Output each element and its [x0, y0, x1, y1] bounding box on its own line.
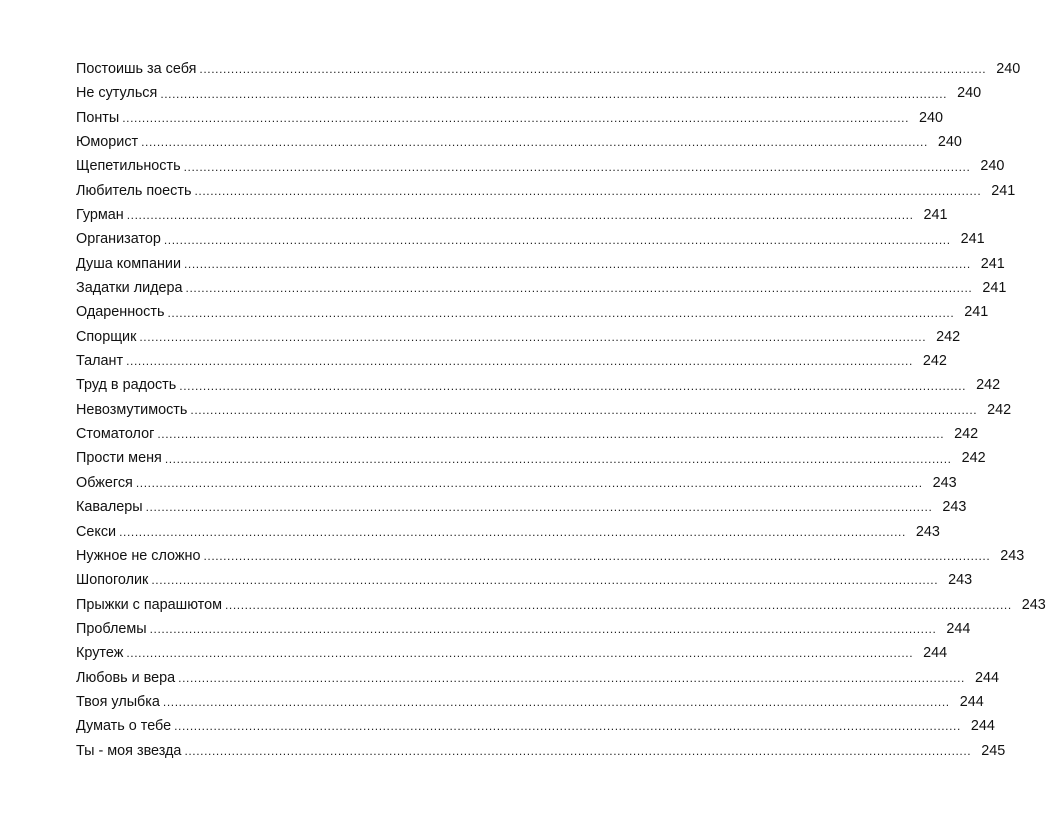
- toc-entry: [76, 495, 967, 519]
- toc-entry: [76, 179, 1016, 203]
- dot-leader: ........................................................................................................................................................................................................: [151, 573, 939, 588]
- toc-entry-page: 240: [937, 134, 962, 150]
- toc-entry-title: Секси: [76, 523, 117, 540]
- toc-entry-page: 243: [1021, 596, 1046, 613]
- toc-entry-page: 243: [948, 572, 973, 589]
- dot-leader: ........................................................................................................................................................................................................: [185, 281, 973, 296]
- toc-entry: [76, 714, 995, 738]
- toc-entry-title: Любовь и вера: [76, 669, 176, 686]
- toc-entry-page: 241: [980, 255, 1005, 272]
- toc-entry-page: 241: [982, 280, 1007, 297]
- toc-entry-title: Кавалеры: [76, 499, 143, 516]
- dot-leader: ........................................................................................................................................................................................................: [126, 354, 913, 369]
- toc-entry: [76, 739, 1006, 763]
- toc-entry-page: 241: [960, 231, 985, 248]
- toc-entry-title: Гурман: [76, 207, 124, 224]
- toc-entry-title: Думать о тебе: [76, 718, 172, 735]
- dot-leader: ........................................................................................................................................................................................................: [149, 622, 937, 637]
- toc-entry: [76, 203, 948, 227]
- dot-leader: ........................................................................................................................................................................................................: [126, 208, 914, 223]
- toc-entry-page: 244: [959, 693, 984, 710]
- toc-entry-title: Организатор: [76, 231, 161, 248]
- toc-entry-title: Стоматолог: [76, 426, 155, 443]
- toc-entry: [76, 422, 979, 446]
- dot-leader: ........................................................................................................................................................................................................: [164, 451, 952, 466]
- dot-leader: ........................................................................................................................................................................................................: [183, 159, 971, 174]
- toc-entry: [76, 252, 1005, 276]
- dot-leader: ........................................................................................................................................................................................................: [183, 256, 971, 271]
- toc-entry-title: Ты - моя звезда: [76, 742, 182, 759]
- toc-entry-title: Не сутулься: [76, 85, 158, 102]
- dot-leader: ........................................................................................................................................................................................................: [135, 476, 923, 491]
- toc-entry-title: Постоишь за себя: [76, 60, 197, 77]
- toc-entry-title: Прыжки с парашютом: [76, 596, 222, 613]
- toc-entry-title: Спорщик: [76, 328, 137, 345]
- toc-entry-title: Невозмутимость: [76, 401, 188, 418]
- toc-entry-page: 241: [964, 304, 989, 321]
- toc-entry: [76, 447, 986, 471]
- table-of-contents: [76, 57, 1046, 763]
- toc-entry-title: Душа компании: [76, 255, 181, 272]
- toc-entry-page: 243: [1000, 547, 1025, 564]
- dot-leader: ........................................................................................................................................................................................................: [160, 86, 948, 101]
- toc-entry-page: 240: [919, 109, 944, 126]
- dot-leader: ........................................................................................................................................................................................................: [141, 135, 928, 150]
- toc-entry: [76, 227, 985, 251]
- toc-entry: [76, 617, 971, 641]
- toc-entry: [76, 57, 1021, 81]
- toc-entry-title: Крутеж: [76, 645, 124, 662]
- toc-entry: [76, 373, 1001, 397]
- toc-entry-title: Щепетильность: [76, 158, 181, 175]
- toc-entry: [76, 471, 957, 495]
- dot-leader: ........................................................................................................................................................................................................: [157, 427, 945, 442]
- dot-leader: ........................................................................................................................................................................................................: [119, 524, 906, 539]
- toc-entry-title: Талант: [76, 353, 124, 370]
- toc-entry: [76, 349, 947, 373]
- toc-entry-page: 242: [922, 353, 947, 370]
- toc-entry: [76, 81, 982, 105]
- toc-entry-page: 241: [923, 207, 948, 224]
- toc-entry-title: Нужное не сложно: [76, 547, 201, 564]
- toc-entry: [76, 276, 1007, 300]
- toc-entry: [76, 544, 1025, 568]
- toc-entry: [76, 398, 1012, 422]
- dot-leader: ........................................................................................................................................................................................................: [184, 743, 972, 758]
- toc-entry: [76, 130, 962, 154]
- toc-entry-page: 244: [970, 718, 995, 735]
- toc-entry: [76, 154, 1005, 178]
- dot-leader: ........................................................................................................................................................................................................: [126, 646, 914, 661]
- toc-entry-page: 240: [980, 158, 1005, 175]
- dot-leader: ........................................................................................................................................................................................................: [178, 670, 965, 685]
- toc-entry-title: Задатки лидера: [76, 280, 183, 297]
- toc-entry-title: Юморист: [76, 134, 139, 150]
- toc-entry-title: Одаренность: [76, 304, 165, 321]
- toc-entry-title: Прости меня: [76, 450, 162, 467]
- dot-leader: ........................................................................................................................................................................................................: [139, 329, 927, 344]
- toc-entry-page: 242: [961, 450, 986, 467]
- dot-leader: ........................................................................................................................................................................................................: [194, 183, 982, 198]
- toc-entry: [76, 666, 999, 690]
- dot-leader: ........................................................................................................................................................................................................: [199, 62, 987, 77]
- toc-entry: [76, 593, 1046, 617]
- toc-entry: [76, 641, 948, 665]
- toc-entry-title: Обжегся: [76, 474, 133, 491]
- toc-entry-page: 242: [954, 426, 979, 443]
- toc-entry-page: 242: [987, 401, 1012, 418]
- toc-entry-page: 244: [974, 669, 999, 686]
- toc-entry-title: Труд в радость: [76, 377, 177, 394]
- toc-entry-title: Шопоголик: [76, 572, 149, 589]
- dot-leader: ........................................................................................................................................................................................................: [225, 597, 1012, 612]
- toc-entry: [76, 520, 940, 544]
- toc-entry: [76, 106, 944, 130]
- toc-entry-page: 242: [976, 377, 1001, 394]
- toc-entry-page: 243: [932, 474, 957, 491]
- toc-entry-page: 242: [936, 328, 961, 345]
- toc-entry: [76, 300, 989, 324]
- toc-entry-page: 241: [991, 182, 1016, 199]
- toc-entry-page: 243: [915, 523, 940, 540]
- dot-leader: ........................................................................................................................................................................................................: [174, 719, 961, 734]
- dot-leader: ........................................................................................................................................................................................................: [179, 378, 967, 393]
- dot-leader: ........................................................................................................................................................................................................: [122, 110, 910, 125]
- dot-leader: ........................................................................................................................................................................................................: [167, 305, 955, 320]
- dot-leader: ........................................................................................................................................................................................................: [162, 695, 950, 710]
- dot-leader: ........................................................................................................................................................................................................: [203, 549, 991, 564]
- dot-leader: ........................................................................................................................................................................................................: [163, 232, 951, 247]
- toc-entry-title: Проблемы: [76, 620, 147, 637]
- toc-entry-page: 245: [981, 742, 1006, 759]
- toc-entry-title: Понты: [76, 109, 120, 126]
- toc-entry: [76, 690, 984, 714]
- toc-entry-page: 240: [957, 85, 982, 102]
- toc-entry-page: 240: [996, 60, 1021, 77]
- toc-entry-page: 244: [946, 620, 971, 637]
- toc-entry: [76, 568, 973, 592]
- dot-leader: ........................................................................................................................................................................................................: [190, 402, 978, 417]
- toc-entry-title: Твоя улыбка: [76, 693, 160, 710]
- toc-entry-page: 243: [942, 499, 967, 516]
- toc-entry: [76, 325, 961, 349]
- toc-entry-page: 244: [923, 645, 948, 662]
- dot-leader: ........................................................................................................................................................................................................: [145, 500, 933, 515]
- toc-entry-title: Любитель поесть: [76, 182, 192, 199]
